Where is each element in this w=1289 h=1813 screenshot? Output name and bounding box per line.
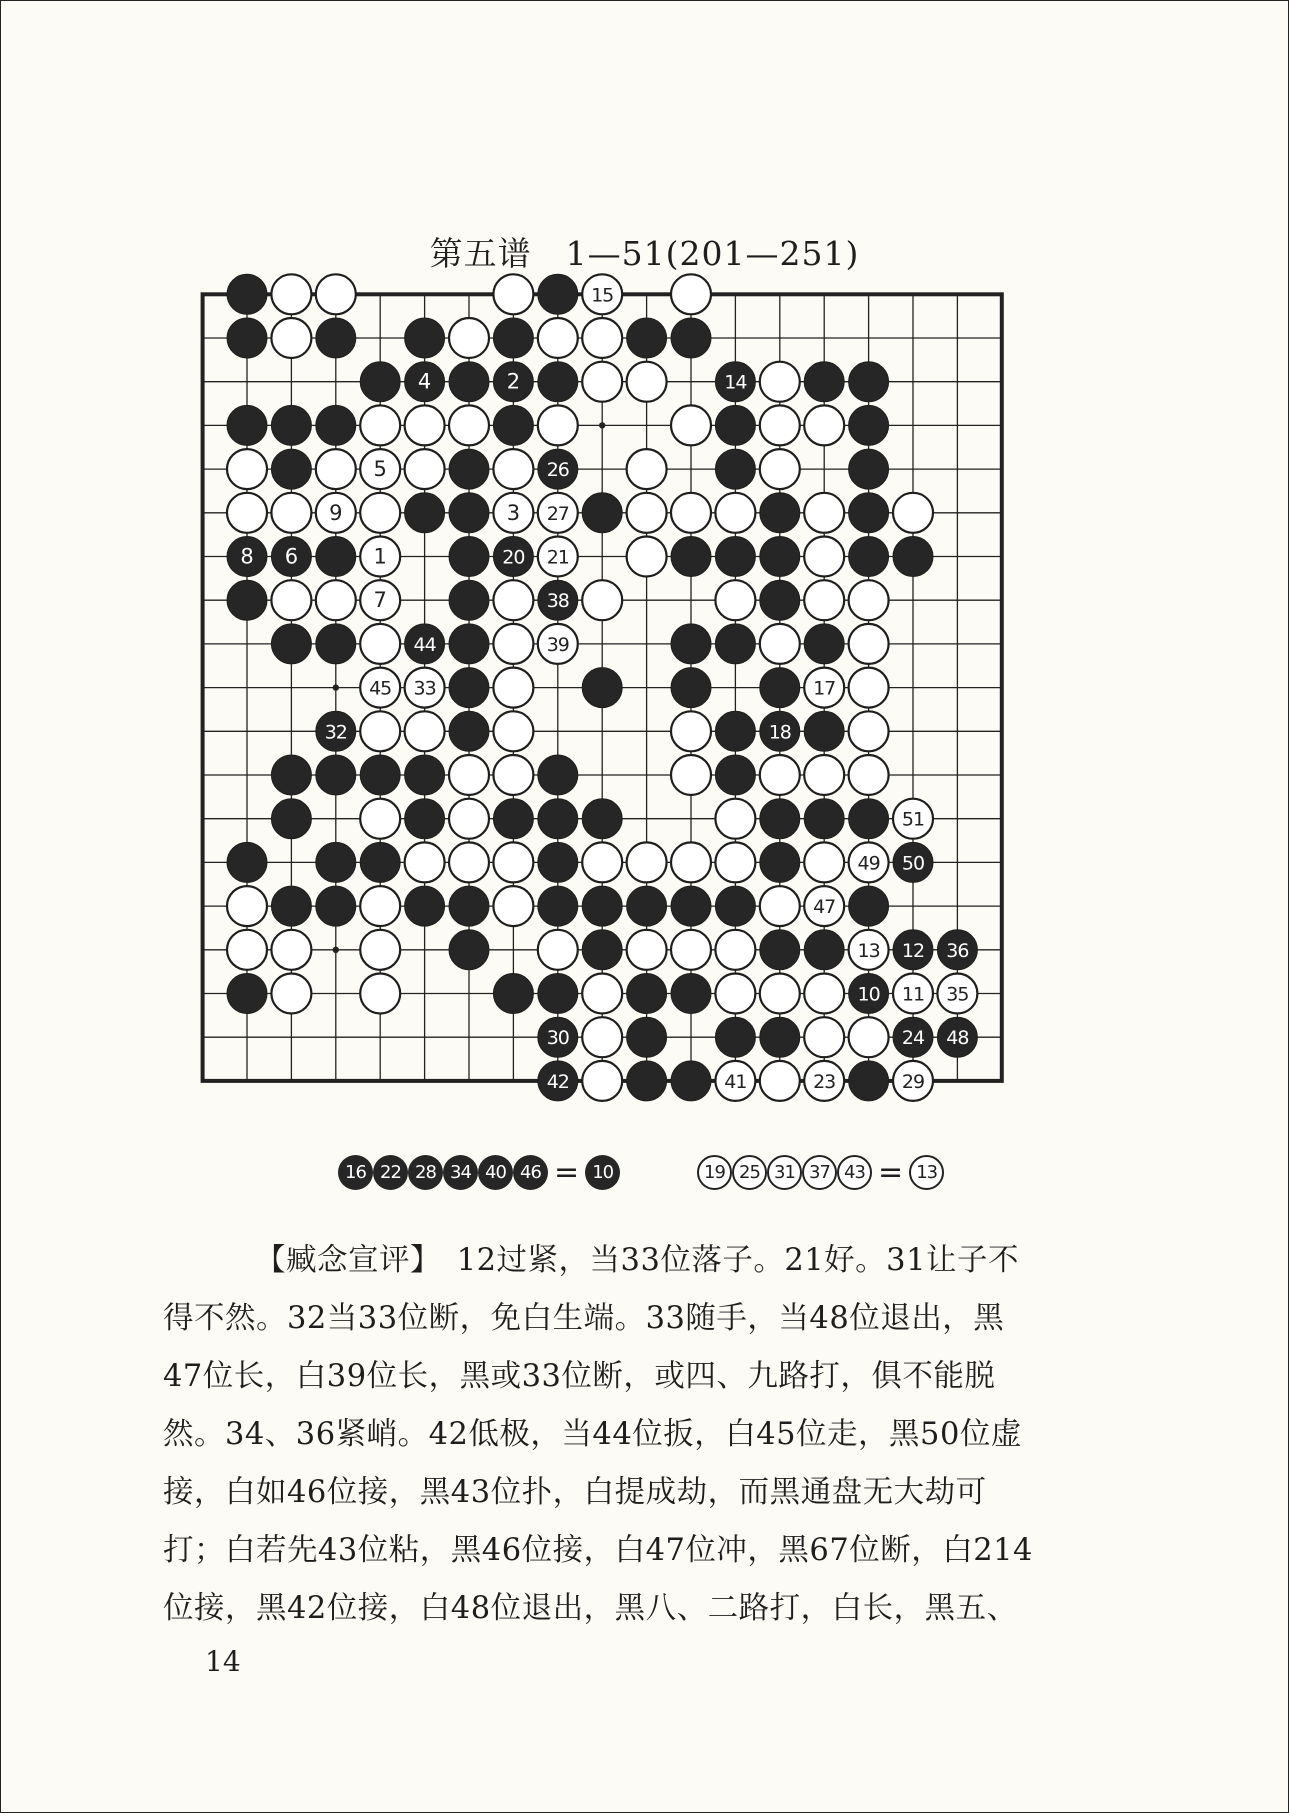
move-number: 45 — [369, 677, 392, 700]
black-stone: 28 — [408, 1155, 443, 1190]
black-stone — [715, 624, 755, 664]
white-stone — [671, 930, 711, 970]
white-stone — [715, 974, 755, 1014]
white-stone — [849, 711, 889, 751]
black-stone — [227, 842, 267, 882]
white-stone — [227, 886, 267, 926]
move-number: 17 — [813, 677, 836, 700]
white-stone — [316, 449, 356, 489]
black-stone — [804, 624, 844, 664]
black-stone — [671, 318, 711, 358]
move-number: 12 — [901, 939, 925, 962]
white-stone — [627, 493, 667, 533]
black-stone — [715, 755, 755, 795]
white-stone — [671, 711, 711, 751]
white-stone — [538, 318, 578, 358]
move-number: 38 — [546, 590, 569, 613]
white-stone — [804, 842, 844, 882]
white-stone — [760, 755, 800, 795]
white-stone — [582, 974, 622, 1014]
comment-line: 打；白若先43位粘，黑46位接，白47位冲，黑67位断，白214 — [163, 1533, 1033, 1568]
black-stone — [316, 624, 356, 664]
white-stone — [849, 755, 889, 795]
black-stone — [449, 886, 489, 926]
white-stone — [582, 362, 622, 402]
white-stone — [671, 755, 711, 795]
white-stone — [804, 405, 844, 445]
black-stone — [227, 318, 267, 358]
black-stone — [671, 537, 711, 577]
white-stone — [271, 930, 311, 970]
comment-line: 接，白如46位接，黑43位扑，白提成劫，而黑通盘无大劫可 — [163, 1475, 987, 1510]
move-number: 9 — [329, 500, 343, 525]
white-stone — [804, 755, 844, 795]
black-stone — [671, 974, 711, 1014]
black-stone — [493, 405, 533, 445]
white-stone — [449, 755, 489, 795]
star-point — [599, 422, 605, 428]
black-stone — [849, 886, 889, 926]
black-stone — [538, 886, 578, 926]
white-stone — [360, 886, 400, 926]
white-stone — [582, 1061, 622, 1101]
black-stone — [271, 799, 311, 839]
black-stone — [405, 318, 445, 358]
white-stone — [493, 449, 533, 489]
black-stone — [582, 493, 622, 533]
move-number: 36 — [946, 939, 969, 962]
black-stone — [627, 974, 667, 1014]
move-number: 32 — [324, 721, 347, 744]
black-stone — [849, 362, 889, 402]
black-stone — [893, 537, 933, 577]
comment-line: 【臧念宣评】 12过紧，当33位落子。21好。31让子不 — [255, 1243, 1019, 1278]
move-number: 42 — [546, 1070, 569, 1093]
move-number: 30 — [546, 1027, 569, 1050]
black-stone — [760, 537, 800, 577]
white-stone — [671, 493, 711, 533]
black-stone — [671, 668, 711, 708]
black-stone — [449, 449, 489, 489]
white-stone — [227, 449, 267, 489]
move-number: 11 — [901, 983, 925, 1006]
white-stone — [271, 274, 311, 314]
move-number: 27 — [546, 502, 569, 525]
black-stone — [360, 362, 400, 402]
star-point — [333, 947, 339, 953]
white-stone — [715, 580, 755, 620]
black-stone — [760, 799, 800, 839]
black-stone — [538, 274, 578, 314]
black-stone — [627, 1061, 667, 1101]
move-number: 13 — [857, 939, 880, 962]
black-stone — [316, 537, 356, 577]
white-stone — [405, 449, 445, 489]
black-stone — [627, 1017, 667, 1057]
move-number: 44 — [413, 633, 436, 656]
black-stone — [849, 493, 889, 533]
white-stone — [493, 886, 533, 926]
white-stone — [360, 493, 400, 533]
white-stone — [627, 449, 667, 489]
black-stone — [804, 799, 844, 839]
white-stone — [627, 362, 667, 402]
move-number: 3 — [506, 500, 521, 525]
white-stone — [538, 405, 578, 445]
move-number: 29 — [901, 1070, 925, 1093]
white-stone: 31 — [767, 1155, 802, 1190]
move-number: 15 — [591, 284, 614, 307]
move-number: 33 — [413, 677, 436, 700]
black-stone: 34 — [443, 1155, 478, 1190]
white-stone — [671, 274, 711, 314]
white-stone — [715, 842, 755, 882]
black-stone — [271, 449, 311, 489]
white-stone — [449, 405, 489, 445]
black-stone — [227, 405, 267, 445]
black-stone — [271, 886, 311, 926]
black-stone — [582, 930, 622, 970]
black-stone — [449, 668, 489, 708]
black-stone — [804, 362, 844, 402]
black-stone — [493, 318, 533, 358]
move-number: 26 — [546, 459, 569, 482]
black-stone — [582, 668, 622, 708]
black-stone — [715, 449, 755, 489]
white-stone — [582, 580, 622, 620]
white-stone — [449, 318, 489, 358]
black-stone — [405, 755, 445, 795]
black-stone — [760, 1017, 800, 1057]
white-stone — [715, 493, 755, 533]
black-stone — [538, 799, 578, 839]
black-stone — [316, 842, 356, 882]
white-stone — [493, 755, 533, 795]
white-stone: 25 — [732, 1155, 767, 1190]
black-stone — [405, 493, 445, 533]
white-stone — [227, 930, 267, 970]
black-stone — [227, 274, 267, 314]
black-stone: 16 — [338, 1155, 373, 1190]
black-stone — [760, 842, 800, 882]
black-stone — [493, 799, 533, 839]
move-number: 50 — [901, 852, 925, 875]
white-stone — [582, 1017, 622, 1057]
black-stone — [582, 886, 622, 926]
white-stone — [360, 974, 400, 1014]
white-stone — [271, 493, 311, 533]
white-stone — [493, 624, 533, 664]
black-stone — [449, 493, 489, 533]
white-stone — [493, 274, 533, 314]
white-stone — [849, 580, 889, 620]
black-stone — [405, 886, 445, 926]
star-point — [333, 684, 339, 690]
white-stone — [493, 580, 533, 620]
black-stone: 22 — [373, 1155, 408, 1190]
white-stone: 43 — [837, 1155, 872, 1190]
move-number: 6 — [284, 544, 299, 569]
black-stone — [671, 886, 711, 926]
black-stone — [627, 886, 667, 926]
black-stone — [449, 711, 489, 751]
move-number: 5 — [373, 457, 387, 482]
equals-sign: = — [878, 1154, 904, 1190]
move-number: 48 — [946, 1027, 969, 1050]
black-stone — [804, 711, 844, 751]
black-stone — [449, 362, 489, 402]
white-stone — [360, 930, 400, 970]
white-stone — [804, 537, 844, 577]
black-stone — [715, 886, 755, 926]
white-stone — [715, 930, 755, 970]
white-stone — [760, 624, 800, 664]
white-stone — [715, 799, 755, 839]
black-stone — [316, 405, 356, 445]
white-stone: 19 — [697, 1155, 732, 1190]
white-stone — [627, 537, 667, 577]
white-stone — [760, 886, 800, 926]
black-stone — [715, 405, 755, 445]
black-stone — [849, 799, 889, 839]
white-stone — [405, 405, 445, 445]
page-number: 14 — [205, 1645, 241, 1678]
black-stone — [316, 886, 356, 926]
move-number: 10 — [857, 983, 880, 1006]
black-stone: 10 — [585, 1155, 620, 1190]
black-stone — [360, 842, 400, 882]
comment-line: 47位长，白39位长，黑或33位断，或四、九路打，俱不能脱 — [163, 1359, 996, 1394]
black-stone — [227, 580, 267, 620]
white-stone — [271, 974, 311, 1014]
move-number: 21 — [546, 546, 569, 569]
white-stone — [760, 362, 800, 402]
white-stone — [493, 711, 533, 751]
move-number: 18 — [768, 721, 791, 744]
white-stone — [671, 842, 711, 882]
black-stone — [538, 755, 578, 795]
black-stone — [671, 1061, 711, 1101]
move-number: 47 — [813, 896, 836, 919]
comment-line: 得不然。32当33位断，免白生端。33随手，当48位退出，黑 — [163, 1301, 1005, 1336]
black-stone — [271, 405, 311, 445]
equals-sign: = — [554, 1154, 580, 1190]
commentary — [163, 1232, 1123, 1638]
black-stone — [449, 930, 489, 970]
white-stone — [804, 493, 844, 533]
move-number: 39 — [546, 633, 569, 656]
black-stone — [671, 624, 711, 664]
move-number: 8 — [240, 544, 254, 569]
black-stone — [493, 974, 533, 1014]
white-stone — [360, 799, 400, 839]
white-stone — [627, 930, 667, 970]
black-stone — [538, 362, 578, 402]
move-number: 24 — [901, 1027, 925, 1050]
white-stone — [360, 711, 400, 751]
move-number: 49 — [857, 852, 880, 875]
move-number: 2 — [506, 369, 521, 394]
captures-black — [338, 1150, 620, 1194]
black-stone — [316, 755, 356, 795]
move-number: 4 — [417, 369, 432, 394]
diagram-title: 第五谱 1—51(201—251) — [429, 234, 860, 273]
black-stone — [449, 624, 489, 664]
white-stone — [804, 580, 844, 620]
white-stone — [804, 974, 844, 1014]
white-stone — [760, 974, 800, 1014]
black-stone — [760, 580, 800, 620]
white-stone — [849, 1017, 889, 1057]
black-stone — [760, 493, 800, 533]
black-stone — [271, 624, 311, 664]
white-stone — [582, 318, 622, 358]
white-stone — [360, 624, 400, 664]
move-number: 1 — [373, 544, 387, 569]
move-number: 41 — [724, 1070, 747, 1093]
black-stone — [538, 974, 578, 1014]
black-stone — [849, 1061, 889, 1101]
white-stone — [582, 842, 622, 882]
white-stone — [449, 842, 489, 882]
white-stone — [360, 405, 400, 445]
black-stone — [405, 799, 445, 839]
white-stone — [316, 274, 356, 314]
move-number: 35 — [946, 983, 969, 1006]
black-stone — [849, 449, 889, 489]
comment-line: 然。34、36紧峭。42低极，当44位扳，白45位走，黑50位虚 — [163, 1417, 1022, 1452]
move-number: 23 — [813, 1070, 836, 1093]
black-stone — [760, 668, 800, 708]
black-stone — [582, 799, 622, 839]
move-number: 20 — [502, 546, 525, 569]
black-stone — [849, 405, 889, 445]
black-stone — [849, 537, 889, 577]
white-stone — [316, 580, 356, 620]
white-stone — [449, 799, 489, 839]
black-stone — [360, 755, 400, 795]
white-stone — [849, 668, 889, 708]
white-stone — [893, 493, 933, 533]
white-stone — [405, 842, 445, 882]
white-stone — [493, 842, 533, 882]
white-stone — [271, 580, 311, 620]
black-stone — [627, 318, 667, 358]
black-stone — [715, 537, 755, 577]
white-stone — [849, 624, 889, 664]
white-stone — [271, 318, 311, 358]
white-stone — [538, 930, 578, 970]
white-stone — [804, 1017, 844, 1057]
white-stone — [493, 668, 533, 708]
white-stone: 13 — [909, 1155, 944, 1190]
white-stone — [760, 405, 800, 445]
black-stone — [316, 318, 356, 358]
white-stone — [671, 405, 711, 445]
comment-line: 位接，黑42位接，白48位退出，黑八、二路打，白长，黑五、 — [163, 1591, 1018, 1626]
black-stone — [538, 842, 578, 882]
move-number: 14 — [724, 371, 747, 394]
white-stone — [760, 1061, 800, 1101]
black-stone — [715, 711, 755, 751]
black-stone — [227, 974, 267, 1014]
white-stone — [227, 493, 267, 533]
move-number: 51 — [901, 808, 925, 831]
black-stone: 40 — [478, 1155, 513, 1190]
black-stone: 46 — [513, 1155, 548, 1190]
black-stone — [449, 537, 489, 577]
black-stone — [449, 580, 489, 620]
black-stone — [760, 930, 800, 970]
white-stone — [405, 711, 445, 751]
black-stone — [271, 755, 311, 795]
captures-white — [697, 1150, 944, 1194]
white-stone — [760, 449, 800, 489]
move-number: 7 — [373, 588, 387, 613]
white-stone: 37 — [802, 1155, 837, 1190]
black-stone — [804, 930, 844, 970]
black-stone — [715, 1017, 755, 1057]
white-stone — [627, 842, 667, 882]
